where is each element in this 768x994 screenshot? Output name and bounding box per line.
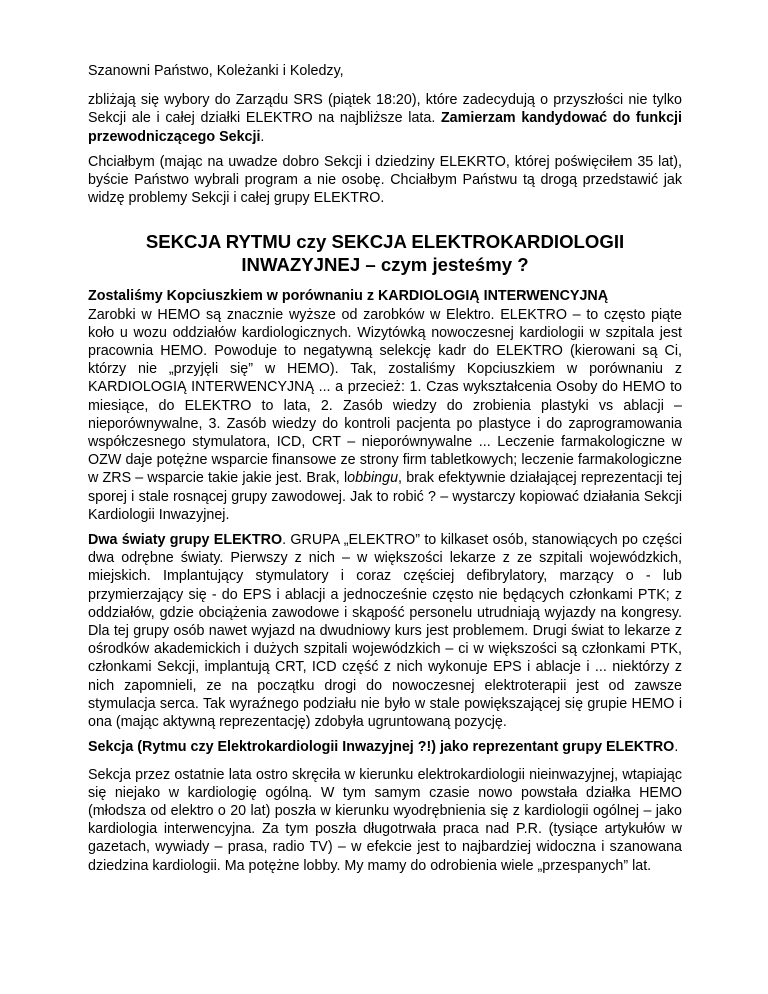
- heading-line-2: INWAZYJNEJ – czym jesteśmy ?: [241, 253, 529, 275]
- heading-line-1: SEKCJA RYTMU czy SEKCJA ELEKTROKARDIOLOGII: [145, 231, 625, 253]
- representative-title: Sekcja (Rytmu czy Elektrokardiologii Inwazyjnej ?!) jako reprezentant grupy ELEKTRO: [88, 739, 675, 756]
- representative-end: .: [674, 739, 679, 756]
- kopciuszek-italic: obbingu: [347, 470, 399, 487]
- section-heading: [88, 231, 682, 276]
- kopciuszek-text-2: , brak efektywnie działającej reprezentacji tej sporej i stale rosnącej grupy zawodowej. Jak to robić ? – wystarczy kopiować działania Sekcji Kardiologii Inwazyjnej.: [88, 470, 682, 523]
- kopciuszek-text: Zarobki w HEMO są znacznie wyższe od zarobków w Elektro. ELEKTRO – to często piąte koło u wozu oddziałów kardiologicznych. Wizytówką nowoczesnej kardiologii w szpitala jest pracownia HEMO. Powoduje to negatywną selekcję kadr do ELEKTRO (kierowani są Ci, którzy nie „przyjęli się” w HEMO). Tak, zostaliśmy Kopciuszkiem w porównaniu z KARDIOLOGIĄ INTERWENCYJNĄ ... a przecież: 1. Czas wykształcenia Osoby do HEMO to miesiące, do ELEKTRO to lata, 2. Zasób wiedzy do zrobienia plastyki vs ablacji – nieporównywalne, 3. Zasób wiedzy do kontroli pacjenta po plastyce i do zaprogramowania współczesnego stymulatora, ICD, CRT – nieporównywalne ... Leczenie farmakologiczne w OZW daje potężne wsparcie finansowe ze strony firm tabletkowych; leczenie farmakologiczne w ZRS – wsparcie takie jakie jest. Brak, l: [88, 306, 682, 487]
- kopciuszek-title: Zostaliśmy Kopciuszkiem w porównaniu z KARDIOLOGIĄ INTERWENCYJNĄ: [88, 288, 609, 305]
- two-worlds-paragraph: [88, 531, 682, 731]
- kopciuszek-paragraph: [88, 287, 682, 524]
- salutation: Szanowni Państwo, Koleżanki i Koledzy,: [88, 63, 344, 79]
- sekcja-paragraph: Sekcja przez ostatnie lata ostro skręciła w kierunku elektrokardiologii nieinwazyjnej, wtapiając się niejako w kardiologię ogólną. W tym samym czasie nowo powstała działka HEMO (młodsza od elektro o 20 lat) poszła w kierunku wyodrębnienia się z kardiologii ogólnej – jako kardiologia interwencyjna. Za tym poszła długotrwała praca nad P.R. (tysiące artykułów w gazetach, wywiady – prasa, radio TV) – w efekcie jest to najbardziej widoczna i szanowana dziedzina kardiologii. Ma potężne lobby. My mamy do odrobienia wiele „przespanych” lat.: [88, 766, 682, 874]
- intro-text: zbliżają się wybory do Zarządu SRS (piątek 18:20), które zadecydują o przyszłości nie tylko Sekcji ale i całej działki ELEKTRO na najbliższe lata.: [88, 92, 682, 127]
- section-representative-heading: [88, 738, 682, 756]
- intro-bold: Zamierzam kandydować do funkcji przewodniczącego Sekcji: [88, 110, 682, 145]
- two-worlds-title: Dwa światy grupy ELEKTRO: [88, 532, 283, 549]
- two-worlds-text: . GRUPA „ELEKTRO” to kilkaset osób, stanowiących po części dwa odrębne światy. Pierwszy z nich – w większości lekarze z ze szpitali wojewódzkich, miejskich. Implantujący stymulatory i coraz częściej defibrylatory, marzący o - lub przymierzający się - do EPS i ablacji a jednocześnie często nie będących członkami PTK; z oddziałów, gdzie obciążenia zawodowe i skąpość personelu utrudniają wyjazdy na kongresy. Dla tej grupy osób nawet wyjazd na dwudniowy kurs jest problemem. Drugi świat to lekarze z ośrodków akademickich i dużych szpitali wojewódzkich – ci w większości są członkami PTK, członkami Sekcji, implantują CRT, ICD część z nich wykonuje EPS i ablacje i ... niektórzy z nich zapomnieli, ze na początku drogi do nowoczesnej elektroterapii jest od zawsze stymulacja serca. Tak wyraźnego podziału nie było w stale powiększającej się grupie HEMO i ona (mając aktywną reprezentację) zdobyła ugruntowaną pozycję.: [88, 532, 682, 731]
- program-paragraph: Chciałbym (mając na uwadze dobro Sekcji i dziedziny ELEKRTO, której poświęciłem 35 lat), byście Państwo wybrali program a nie osobę. Chciałbym Państwu tą drogą przedstawić jak widzę problemy Sekcji i całej grupy ELEKTRO.: [88, 153, 682, 207]
- intro-paragraph: [88, 91, 682, 146]
- intro-end: .: [260, 128, 265, 145]
